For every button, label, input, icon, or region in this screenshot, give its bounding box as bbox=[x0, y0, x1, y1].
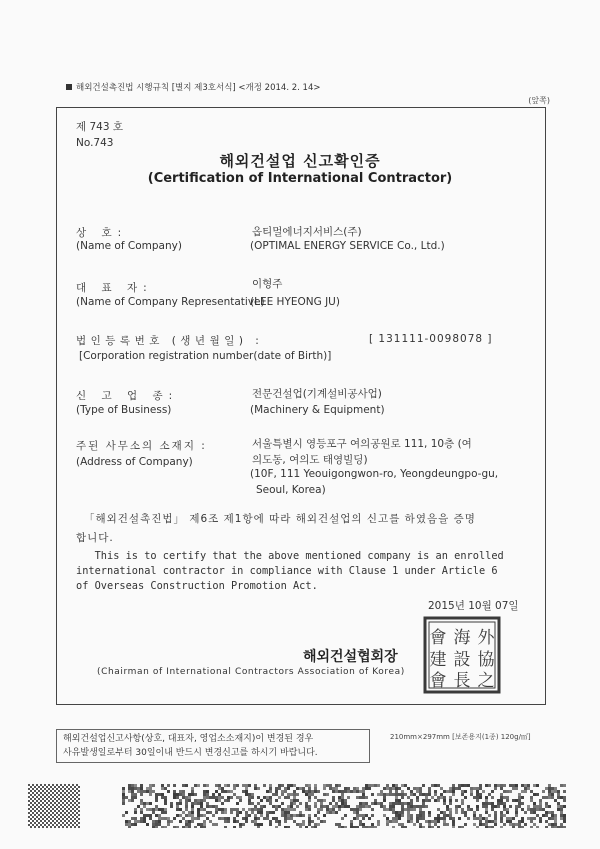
business-value-en: (Machinery & Equipment) bbox=[250, 404, 385, 416]
issuer-title-en: (Chairman of International Contractors Association of Korea) bbox=[97, 667, 405, 677]
title-korean: 해외건설업 신고확인증 bbox=[219, 152, 381, 170]
svg-text:外: 外 bbox=[477, 628, 495, 648]
company-label-en: (Name of Company) bbox=[76, 240, 182, 252]
svg-text:協: 協 bbox=[477, 650, 495, 670]
svg-text:會: 會 bbox=[429, 628, 447, 648]
company-value-en: (OPTIMAL ENERGY SERVICE Co., Ltd.) bbox=[250, 240, 445, 252]
paper-spec: 210mm×297mm [보존용지(1종) 120g/㎡] bbox=[390, 733, 531, 741]
business-label-en: (Type of Business) bbox=[76, 404, 172, 416]
company-value-ko: 옵티멀에너지서비스(주) bbox=[252, 226, 362, 238]
svg-text:設: 設 bbox=[453, 650, 471, 670]
certification-en-line2: international contractor in compliance with Clause 1 under Article 6 bbox=[76, 565, 498, 577]
company-label-ko: 상 호: bbox=[76, 227, 128, 239]
representative-value-ko: 이형주 bbox=[252, 278, 283, 290]
notice-line2: 사유발생일로부터 30일이내 반드시 변경신고를 하시기 바랍니다. bbox=[63, 748, 318, 758]
svg-text:建: 建 bbox=[429, 650, 447, 670]
square-bullet-icon bbox=[66, 84, 72, 90]
registration-value: [ 131111-0098078 ] bbox=[369, 333, 493, 345]
svg-text:之: 之 bbox=[477, 671, 495, 691]
scan-pattern-right bbox=[122, 784, 566, 828]
address-value-en-line1: (10F, 111 Yeouigongwon-ro, Yeongdeungpo-gu, bbox=[250, 468, 499, 480]
certification-en-line3: of Overseas Construction Promotion Act. bbox=[76, 580, 318, 592]
svg-text:海: 海 bbox=[453, 628, 471, 648]
representative-label-en: (Name of Company Representative) bbox=[76, 296, 265, 308]
certification-en-line1: This is to certify that the above mentioned company is an enrolled bbox=[76, 550, 504, 562]
certification-text-ko bbox=[76, 510, 536, 548]
form-reference-text: 해외건설촉진법 시행규칙 [별지 제3호서식] <개정 2014. 2. 14> bbox=[76, 83, 321, 93]
issue-date: 2015년 10월 07일 bbox=[428, 600, 519, 612]
business-value-ko: 전문건설업(기계설비공사업) bbox=[252, 388, 382, 400]
issuer-title-ko: 해외건설협회장 bbox=[303, 649, 398, 665]
front-side-label: (앞쪽) bbox=[528, 96, 550, 105]
registration-label-ko: 법인등록번호 (생년월일) : bbox=[76, 335, 264, 347]
representative-value-en: (LEE HYEONG JU) bbox=[250, 296, 340, 308]
svg-text:長: 長 bbox=[453, 671, 471, 691]
certification-ko-line1: 「해외건설촉진법」 제6조 제1항에 따라 해외건설업의 신고를 하였음을 증명 bbox=[84, 513, 476, 525]
scan-pattern-left bbox=[28, 784, 80, 828]
title-english: (Certification of International Contractor) bbox=[147, 171, 453, 186]
certification-text-en bbox=[76, 549, 546, 594]
representative-label-ko: 대 표 자: bbox=[76, 282, 153, 294]
address-value-ko-line2: 의도동, 여의도 태영빌딩) bbox=[252, 454, 368, 466]
document-number-ko: 제 743 호 bbox=[76, 121, 124, 133]
address-value-ko-line1: 서울특별시 영등포구 여의공원로 111, 10층 (여 bbox=[252, 438, 472, 450]
document-number bbox=[76, 119, 123, 151]
notice-line1: 해외건설업신고사항(상호, 대표자, 영업소소재지)이 변경된 경우 bbox=[63, 734, 314, 744]
address-value-en-line2: Seoul, Korea) bbox=[256, 484, 326, 496]
address-label-en: (Address of Company) bbox=[76, 456, 193, 468]
certification-ko-line2: 합니다. bbox=[76, 532, 114, 544]
registration-label-en: [Corporation registration number(date of Birth)] bbox=[79, 350, 332, 362]
address-label-ko: 주된 사무소의 소재지 : bbox=[76, 440, 207, 452]
document-number-en: No.743 bbox=[76, 137, 114, 149]
change-notice-box bbox=[56, 729, 370, 763]
official-seal bbox=[423, 616, 501, 694]
business-label-ko: 신 고 업 종: bbox=[76, 390, 179, 402]
form-reference bbox=[66, 81, 320, 93]
svg-text:會: 會 bbox=[429, 671, 447, 691]
